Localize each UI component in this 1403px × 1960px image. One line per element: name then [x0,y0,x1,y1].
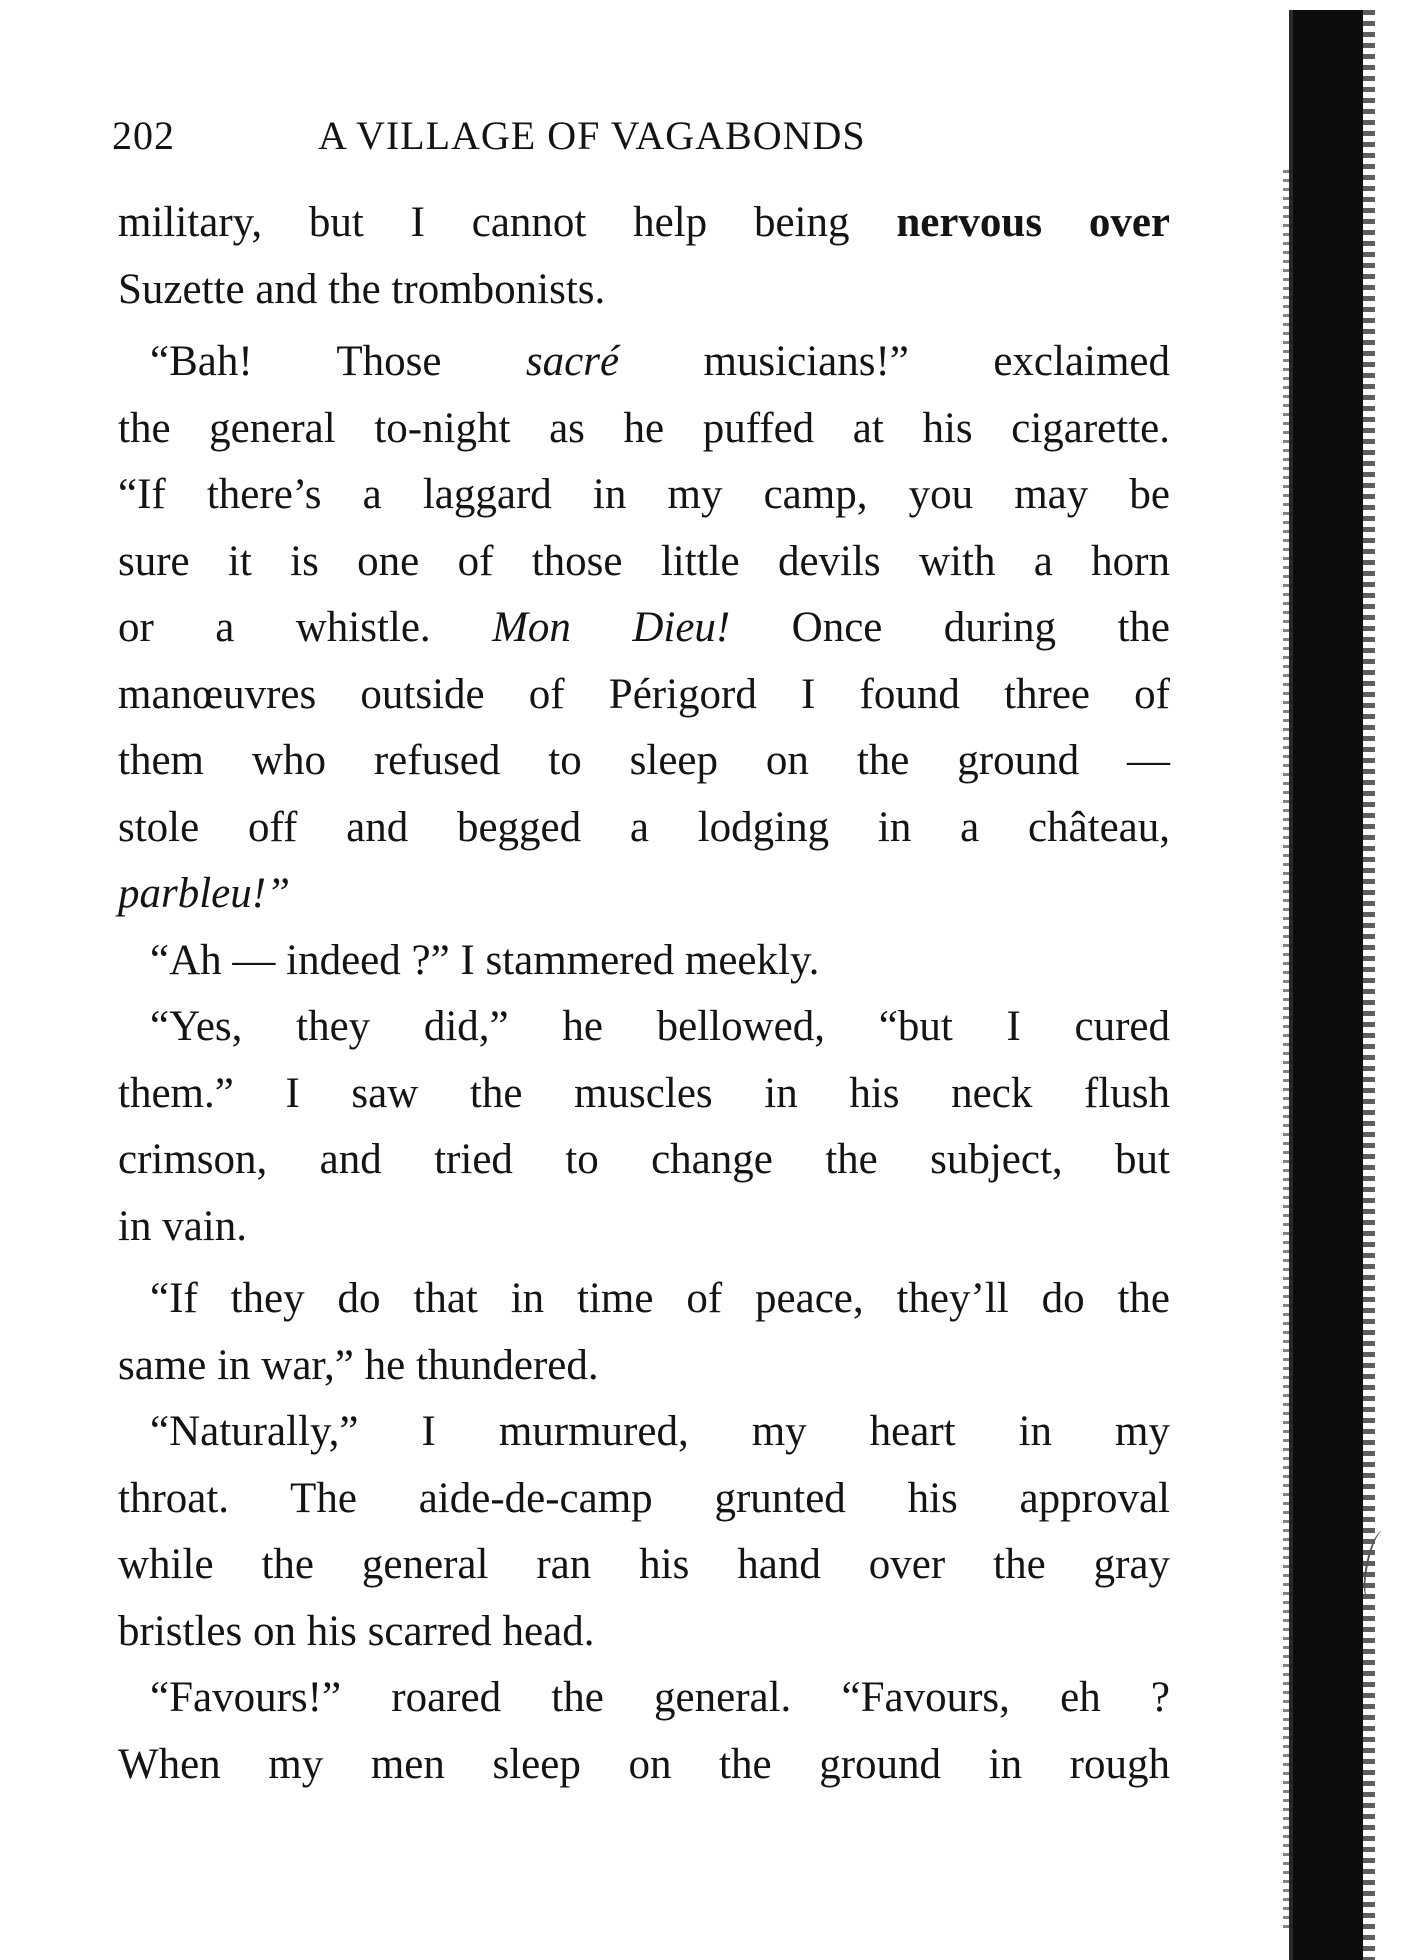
text-line: Suzette and the trombonists. [118,265,606,313]
text-line [118,190,1170,257]
text-line: “Favours!” roared the general. “Favours, eh ? [150,1674,1170,1721]
text-line: sure it is one of those little devils with a horn [118,537,1170,585]
text-segment-bold: nervous over [896,199,1171,246]
text-line: them.” I saw the muscles in his neck flush [118,1069,1170,1117]
text-line: stole off and begged a lodging in a château, [118,803,1170,851]
book-binding-edge [1289,10,1363,1960]
text-line: “Yes, they did,” he bellowed, “but I cured [150,1003,1170,1050]
text-segment: Once during the [730,604,1170,651]
text-line [118,329,1170,396]
body-text [118,190,1170,1798]
text-line: the general to-night as he puffed at his cigarette. [118,404,1170,452]
text-line: while the general ran his hand over the gray [118,1541,1170,1588]
text-segment: military, but I cannot help being [118,199,897,246]
running-head [112,112,1172,172]
text-segment-italic: Mon Dieu! [492,604,731,651]
text-segment: musicians!” exclaimed [619,338,1170,385]
text-line: “Naturally,” I murmured, my heart in my [150,1408,1170,1455]
text-line: “Ah — indeed ?” I stammered meekly. [150,936,820,984]
text-segment-italic: sacré [525,338,620,385]
text-line: same in war,” he thundered. [118,1341,599,1389]
text-line: “If they do that in time of peace, they’ll do the [150,1275,1170,1322]
text-segment: “Bah! Those [150,338,526,385]
text-line-italic: parbleu!” [118,870,290,917]
text-line: bristles on his scarred head. [118,1607,595,1655]
text-line: When my men sleep on the ground in rough [118,1740,1170,1788]
text-line: manœuvres outside of Périgord I found three of [118,670,1170,718]
text-line: them who refused to sleep on the ground — [118,737,1170,784]
text-line: “If there’s a laggard in my camp, you may be [118,471,1170,518]
page-number: 202 [112,113,175,158]
text-line: in vain. [118,1202,247,1250]
text-segment: or a whistle. [118,604,493,651]
text-line [118,595,1170,662]
text-line: crimson, and tried to change the subject, but [118,1136,1170,1183]
running-title: A VILLAGE OF VAGABONDS [318,113,866,158]
text-line: throat. The aide-de-camp grunted his approval [118,1474,1170,1522]
